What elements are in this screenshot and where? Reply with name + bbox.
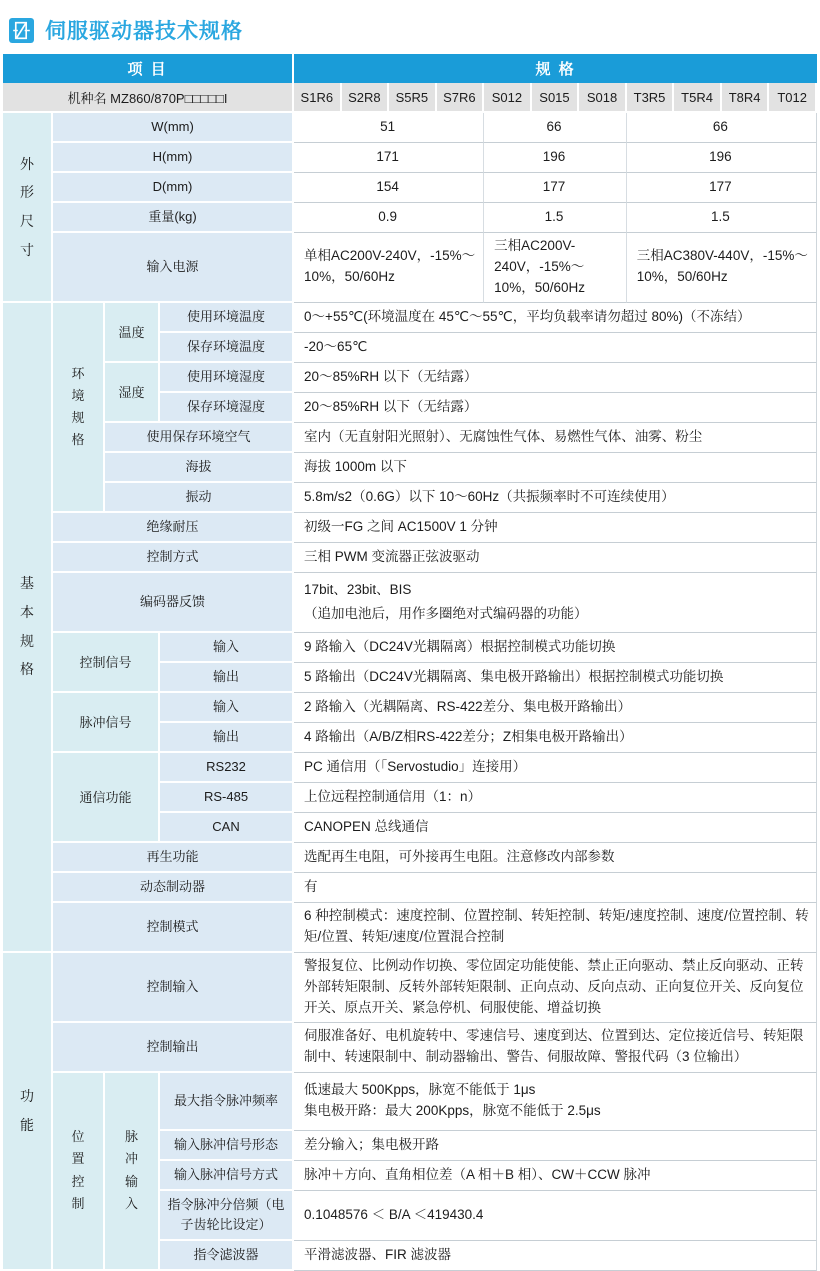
row-label-rs485: RS-485 [160, 783, 294, 813]
model-name-label: 机种名 MZ860/870P□□□□□I [3, 83, 294, 113]
spec-value: 伺服准备好、电机旋转中、零速信号、速度到达、位置到达、定位接近信号、转矩限制中、转速限制中、制动器输出、警告、伺服故障、警报代码（3 位输出） [294, 1023, 817, 1073]
model-code: T3R5 [627, 83, 675, 113]
table-row [3, 543, 817, 573]
row-label-max-pulse-freq: 最大指令脉冲频率 [160, 1073, 294, 1131]
spec-value: 196 [484, 143, 627, 173]
spec-value [294, 573, 817, 633]
group-pulse-signal: 脉冲信号 [53, 693, 160, 753]
row-label-regen: 再生功能 [53, 843, 294, 873]
col-header-item: 项 目 [3, 54, 294, 83]
model-code: T8R4 [722, 83, 770, 113]
model-code: S5R5 [389, 83, 437, 113]
encoder-line2: （追加电池后，用作多圈绝对式编码器的功能） [304, 606, 588, 622]
row-label-input: 输入 [160, 633, 294, 663]
table-row [3, 693, 817, 723]
spec-value: 脉冲＋方向、直角相位差（A 相＋B 相）、CW＋CCW 脉冲 [294, 1161, 817, 1191]
spec-value: 51 [294, 113, 484, 143]
spec-value: 0～+55℃(环境温度在 45℃～55℃，平均负载率请勿超过 80%)（不冻结） [294, 303, 817, 333]
spec-value: 171 [294, 143, 484, 173]
spec-value: 66 [484, 113, 627, 143]
row-label-input: 输入 [160, 693, 294, 723]
spec-value: 9 路输入（DC24V光耦隔离）根据控制模式功能切换 [294, 633, 817, 663]
table-row [3, 423, 817, 453]
spec-value: 0.9 [294, 203, 484, 233]
spec-value: 警报复位、比例动作切换、零位固定功能使能、禁止正向驱动、禁止反向驱动、正转外部转矩限制、反转外部转矩限制、正向点动、反向点动、正向复位开关、反向复位开关、原点开关、紧急停机、伺服使能、增益切换 [294, 953, 817, 1023]
row-label-store-humidity: 保存环境湿度 [160, 393, 294, 423]
row-label-rs232: RS232 [160, 753, 294, 783]
spec-value: 三相AC200V-240V，-15%～10%，50/60Hz [484, 233, 627, 303]
table-row [3, 363, 817, 393]
row-label-w: W(mm) [53, 113, 294, 143]
spec-value: 2 路输入（光耦隔离、RS-422差分、集电极开路输出） [294, 693, 817, 723]
group-environment: 环境规格 [53, 303, 105, 513]
row-label-insulation: 绝缘耐压 [53, 513, 294, 543]
row-label-command-filter: 指令滤波器 [160, 1241, 294, 1271]
spec-value: PC 通信用（「Servostudio」连接用） [294, 753, 817, 783]
row-label-gear-ratio: 指令脉冲分倍频（电子齿轮比设定） [160, 1191, 294, 1241]
encoder-line1: 17bit、23bit、BIS [304, 581, 412, 597]
table-row [3, 1023, 817, 1073]
row-label-control-input: 控制输入 [53, 953, 294, 1023]
table-row [3, 203, 817, 233]
spec-value: 196 [627, 143, 817, 173]
row-label-vibration: 振动 [105, 483, 294, 513]
model-code: S012 [484, 83, 532, 113]
row-label-can: CAN [160, 813, 294, 843]
row-label-pulse-form: 输入脉冲信号形态 [160, 1131, 294, 1161]
servo-drive-icon [9, 18, 34, 43]
table-row [3, 513, 817, 543]
group-control-signal: 控制信号 [53, 633, 160, 693]
model-code: T012 [769, 83, 817, 113]
table-row [3, 483, 817, 513]
spec-value: 差分输入；集电极开路 [294, 1131, 817, 1161]
row-label-encoder: 编码器反馈 [53, 573, 294, 633]
spec-value: 177 [484, 173, 627, 203]
row-label-control-output: 控制输出 [53, 1023, 294, 1073]
table-row [3, 753, 817, 783]
table-row [3, 953, 817, 1023]
col-header-spec: 规 格 [294, 54, 817, 83]
group-position-control: 位置控制 [53, 1073, 105, 1271]
spec-value: 室内（无直射阳光照射）、无腐蚀性气体、易燃性气体、油雾、粉尘 [294, 423, 817, 453]
group-function: 功能 [3, 953, 53, 1271]
spec-value: 初级一FG 之间 AC1500V 1 分钟 [294, 513, 817, 543]
page-title: 伺服驱动器技术规格 [45, 20, 243, 43]
row-label-air: 使用保存环境空气 [105, 423, 294, 453]
max-freq-line2: 集电极开路：最大 200Kpps，脉宽不能低于 2.5μs [304, 1103, 601, 1119]
spec-table [3, 54, 817, 1271]
group-temperature: 温度 [105, 303, 160, 363]
spec-value: 上位远程控制通信用（1：n） [294, 783, 817, 813]
spec-value: 选配再生电阻，可外接再生电阻。注意修改内部参数 [294, 843, 817, 873]
table-row [3, 1073, 817, 1131]
row-label-control-mode: 控制模式 [53, 903, 294, 953]
spec-value: 154 [294, 173, 484, 203]
group-humidity: 湿度 [105, 363, 160, 423]
group-dimensions: 外形尺寸 [3, 113, 53, 303]
model-code: T5R4 [674, 83, 722, 113]
row-label-use-temp: 使用环境温度 [160, 303, 294, 333]
table-row [3, 903, 817, 953]
table-row [3, 843, 817, 873]
spec-value: 20～85%RH 以下（无结露） [294, 393, 817, 423]
table-row [3, 303, 817, 333]
spec-value: 0.1048576 ＜ B/A ＜419430.4 [294, 1191, 817, 1241]
page-header [0, 0, 820, 50]
model-code: S1R6 [294, 83, 342, 113]
spec-value: 20～85%RH 以下（无结露） [294, 363, 817, 393]
group-communication: 通信功能 [53, 753, 160, 843]
spec-value: 5.8m/s2（0.6G）以下 10～60Hz（共振频率时不可连续使用） [294, 483, 817, 513]
row-label-pulse-mode: 输入脉冲信号方式 [160, 1161, 294, 1191]
table-row [3, 873, 817, 903]
spec-value: CANOPEN 总线通信 [294, 813, 817, 843]
table-row [3, 453, 817, 483]
spec-value: 1.5 [627, 203, 817, 233]
spec-value: 三相AC380V-440V，-15%～10%，50/60Hz [627, 233, 817, 303]
row-label-output: 输出 [160, 723, 294, 753]
model-code: S015 [532, 83, 580, 113]
group-basic-specs: 基本规格 [3, 303, 53, 953]
row-label-weight: 重量(kg) [53, 203, 294, 233]
row-label-control-method: 控制方式 [53, 543, 294, 573]
table-row [3, 113, 817, 143]
group-pulse-input: 脉冲输入 [105, 1073, 160, 1271]
spec-value: 有 [294, 873, 817, 903]
model-code: S2R8 [342, 83, 390, 113]
table-row [3, 573, 817, 633]
table-header-row [3, 54, 817, 83]
spec-value [294, 1073, 817, 1131]
spec-value: 三相 PWM 变流器正弦波驱动 [294, 543, 817, 573]
max-freq-line1: 低速最大 500Kpps，脉宽不能低于 1μs [304, 1082, 536, 1098]
spec-value: 6 种控制模式：速度控制、位置控制、转矩控制、转矩/速度控制、速度/位置控制、转矩/位置、转矩/速度/位置混合控制 [294, 903, 817, 953]
row-label-d: D(mm) [53, 173, 294, 203]
row-label-store-temp: 保存环境温度 [160, 333, 294, 363]
row-label-use-humidity: 使用环境湿度 [160, 363, 294, 393]
spec-value: 4 路输出（A/B/Z相RS-422差分；Z相集电极开路输出） [294, 723, 817, 753]
table-row [3, 143, 817, 173]
model-code: S018 [579, 83, 627, 113]
table-row [3, 173, 817, 203]
spec-value: 海拔 1000m 以下 [294, 453, 817, 483]
table-row [3, 633, 817, 663]
row-label-dynamic-brake: 动态制动器 [53, 873, 294, 903]
spec-value: -20～65℃ [294, 333, 817, 363]
model-code: S7R6 [437, 83, 485, 113]
spec-value: 177 [627, 173, 817, 203]
table-row [3, 233, 817, 303]
row-label-output: 输出 [160, 663, 294, 693]
model-row [3, 83, 817, 113]
spec-value: 66 [627, 113, 817, 143]
row-label-power: 输入电源 [53, 233, 294, 303]
spec-value: 单相AC200V-240V，-15%～10%，50/60Hz [294, 233, 484, 303]
spec-value: 平滑滤波器、FIR 滤波器 [294, 1241, 817, 1271]
spec-value: 5 路输出（DC24V光耦隔离、集电极开路输出）根据控制模式功能切换 [294, 663, 817, 693]
row-label-h: H(mm) [53, 143, 294, 173]
row-label-altitude: 海拔 [105, 453, 294, 483]
spec-value: 1.5 [484, 203, 627, 233]
